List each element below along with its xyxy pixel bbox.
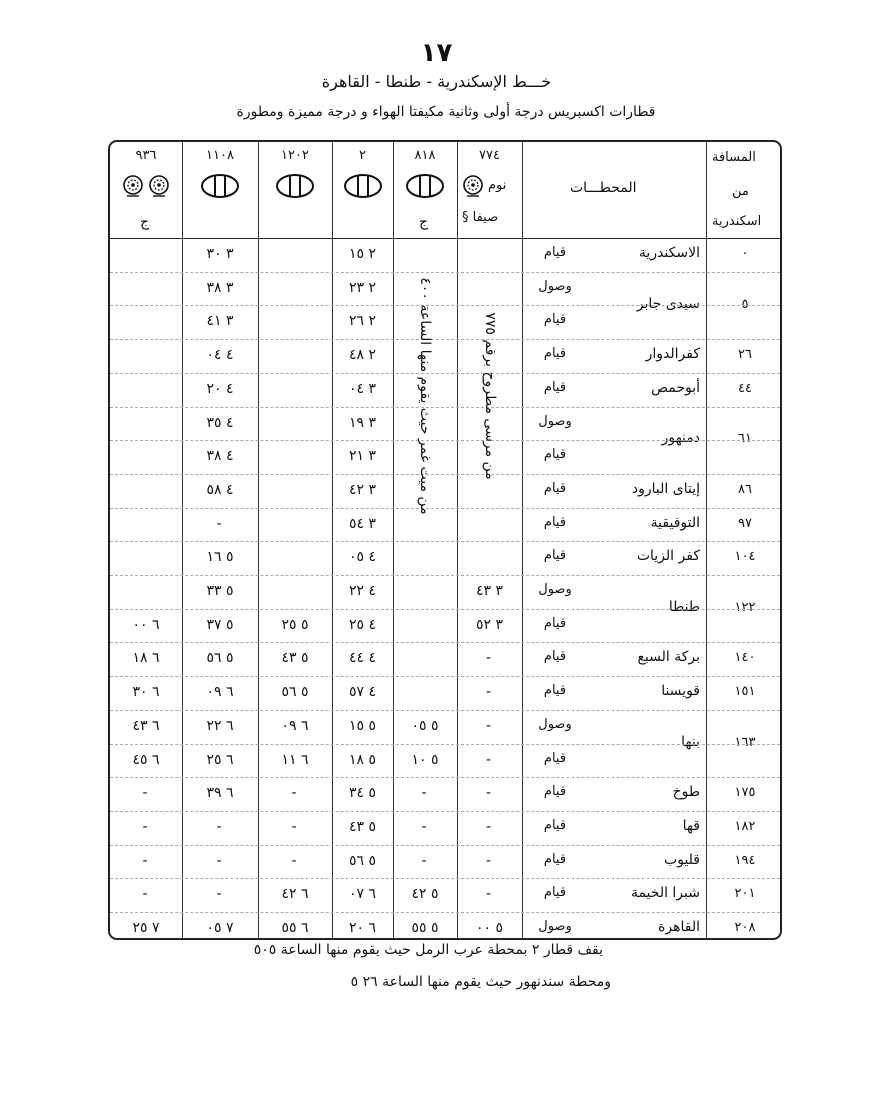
time-cell: - [291, 785, 299, 802]
row-divider [110, 811, 780, 812]
time-cell: ٥ ٣٧ [206, 616, 234, 633]
distance-cell: ١٦٣ [734, 734, 756, 750]
header-divider [110, 238, 780, 239]
time-cell: ٦ ٢٢ [206, 717, 234, 734]
row-divider [110, 407, 780, 408]
time-cell: ٣ ٤٣ [475, 583, 504, 599]
time-cell: ٦ ٠٠ [132, 616, 160, 633]
time-cell: - [421, 852, 429, 869]
row-divider [110, 912, 780, 913]
time-cell: ٦ ٤٣ [132, 717, 160, 734]
distance-cell: ٩٧ [738, 515, 752, 531]
row-divider [110, 541, 780, 542]
time-cell: ٦ ٣٠ [132, 684, 160, 701]
distance-header-origin: اسكندرية [712, 214, 762, 229]
time-cell: ٤ ٤٤ [348, 650, 377, 667]
train-number-774: ٧٧٤ [479, 148, 500, 163]
time-cell: ٦ ٤٥ [132, 751, 160, 768]
train-818-mark: ج [419, 214, 429, 230]
time-cell: ٥ ٥٦ [206, 650, 234, 667]
time-cell: - [291, 852, 299, 869]
page-title: خـــط الإسكندرية - طنطا - القاهرة [321, 72, 552, 91]
station-name: شبرا الخيمة [630, 885, 700, 902]
time-cell: ٤ ٢٢ [348, 583, 377, 599]
time-cell: - [485, 785, 494, 802]
row-divider [110, 474, 780, 475]
time-cell: ٦ ٠٩ [281, 717, 309, 734]
stop-type: قيام [543, 649, 567, 665]
time-cell: - [142, 852, 150, 869]
station-name: دمنهور [661, 430, 700, 447]
stop-type: وصول [538, 716, 572, 732]
distance-header-from: من [732, 184, 749, 199]
stop-type: قيام [543, 750, 567, 766]
train-774-origin-note: من مرسى مطروح برقم ٧٧٥ [481, 312, 498, 480]
time-cell: ٢ ١٥ [348, 246, 377, 262]
time-cell: ٤ ٥٧ [348, 684, 377, 701]
station-name: بركة السبع [637, 649, 700, 666]
time-cell: - [485, 852, 494, 869]
time-cell: ٢ ٢٣ [348, 279, 377, 296]
stop-type: وصول [538, 919, 572, 934]
stop-type: قيام [543, 885, 567, 901]
row-divider [110, 609, 780, 610]
time-cell: ٢ ٢٦ [348, 313, 377, 330]
train-number-1202: ١٢٠٢ [281, 148, 309, 163]
time-cell: ٥ ١٦ [206, 549, 234, 566]
first-class-icon [275, 172, 315, 200]
page-subtitle: قطارات اكسبريس درجة أولى وثانية مكيفتا الهواء و درجة مميزة ومطورة [236, 104, 656, 120]
distance-cell: ١٩٤ [734, 852, 756, 868]
second-class-icon [122, 174, 144, 198]
train-number-936: ٩٣٦ [135, 148, 157, 163]
time-cell: ٤ ٠٤ [206, 347, 234, 364]
stop-type: قيام [543, 346, 567, 362]
time-cell: ٣ ٠٤ [348, 380, 377, 397]
time-cell: ٣ ٣٨ [206, 279, 234, 296]
time-cell: - [485, 886, 494, 903]
station-name: قليوب [664, 851, 700, 868]
station-name: طنطا [668, 598, 700, 615]
time-cell: ٥ ٠٠ [475, 920, 504, 936]
column-divider [522, 142, 523, 938]
stop-type: قيام [543, 683, 567, 699]
time-cell: ٣ ٥٢ [475, 616, 504, 633]
distance-cell: ١٠٤ [734, 549, 756, 565]
station-name: كفر الزيات [636, 548, 700, 565]
distance-cell: ٢٠١ [734, 886, 756, 902]
distance-header: المسافة [712, 150, 756, 165]
station-name: الاسكندرية [638, 245, 700, 261]
stop-type: وصول [538, 413, 572, 429]
time-cell: ٤ ٣٥ [206, 414, 234, 431]
time-cell: ٥ ٥٦ [348, 852, 377, 869]
time-cell: ٦ ٢٠ [348, 920, 377, 936]
distance-cell: ٥ [741, 296, 749, 312]
row-divider [110, 339, 780, 340]
time-cell: ٤ ٥٨ [206, 481, 234, 498]
stop-type: قيام [543, 548, 567, 564]
distance-cell: ٦١ [738, 431, 752, 447]
distance-cell: ١٥١ [734, 684, 756, 700]
time-cell: - [216, 852, 224, 869]
summer-only-label: صيفا § [462, 210, 499, 225]
time-cell: ٥ ٣٤ [348, 785, 377, 802]
row-divider [110, 878, 780, 879]
distance-cell: ١٨٢ [734, 818, 756, 834]
time-cell: ٦ ٥٥ [281, 920, 309, 936]
time-cell: - [216, 515, 224, 532]
stop-type: قيام [543, 615, 567, 631]
time-cell: - [421, 785, 429, 802]
time-cell: ٥ ٠٥ [411, 717, 439, 734]
time-cell: ٦ ٠٩ [206, 684, 234, 701]
time-cell: - [291, 818, 299, 835]
stop-type: قيام [543, 514, 567, 530]
station-name: القاهرة [658, 919, 700, 935]
stop-type: قيام [543, 817, 567, 833]
stop-type: قيام [543, 784, 567, 800]
time-cell: - [142, 818, 150, 835]
time-cell: - [485, 684, 494, 701]
distance-cell: ٤٤ [738, 380, 752, 396]
station-name: كفرالدوار [645, 346, 700, 363]
row-divider [110, 676, 780, 677]
time-cell: - [485, 751, 494, 768]
train-818-origin-note: من ميت غمر حيث يقوم منها الساعة ٤٠٠ [417, 277, 433, 515]
train-number-2: ٢ [359, 148, 366, 163]
time-cell: ٥ ٤٣ [348, 818, 377, 835]
time-cell: ٦ ١١ [281, 751, 309, 768]
sleeper-icon [462, 174, 484, 198]
distance-cell: ٨٦ [738, 481, 752, 497]
time-cell: ٣ ٤٢ [348, 481, 377, 498]
time-cell: - [485, 717, 494, 734]
time-cell: ٦ ٣٩ [206, 785, 234, 802]
row-divider [110, 272, 780, 273]
row-divider [110, 508, 780, 509]
time-cell: ٤ ٠٥ [348, 549, 377, 566]
time-cell: - [485, 818, 494, 835]
station-name: طوخ [672, 784, 700, 801]
row-divider [110, 305, 780, 306]
row-divider [110, 440, 780, 441]
distance-cell: ٠ [741, 246, 749, 261]
time-cell: ٤ ٣٨ [206, 448, 234, 465]
time-cell: ٥ ٥٥ [411, 920, 439, 936]
distance-cell: ١٢٢ [734, 599, 756, 615]
train-number-818: ٨١٨ [414, 148, 436, 163]
distance-cell: ٢٠٨ [734, 920, 756, 935]
first-class-icon [200, 172, 240, 200]
time-cell: - [216, 818, 224, 835]
footnote-2: ومحطة سندنهور حيث يقوم منها الساعة ٢٦ ٥ [350, 974, 611, 990]
row-divider [110, 575, 780, 576]
time-cell: ٧ ٢٥ [132, 920, 160, 936]
stop-type: قيام [543, 312, 567, 328]
first-class-icon [405, 172, 445, 200]
time-cell: ٣ ٤١ [206, 313, 234, 330]
distance-cell: ١٤٠ [734, 650, 756, 666]
time-cell: - [421, 818, 429, 835]
time-cell: ٤ ٢٥ [348, 616, 377, 633]
time-cell: ٢ ٤٨ [348, 347, 377, 364]
timetable [108, 140, 782, 940]
second-class-icon [148, 174, 170, 198]
station-name: أبوحمص [651, 379, 700, 396]
distance-cell: ١٧٥ [734, 785, 756, 801]
time-cell: ٥ ٣٣ [206, 583, 234, 599]
station-name: قويسنا [661, 683, 700, 700]
time-cell: ٣ ٣٠ [206, 246, 234, 262]
time-cell: ٦ ٠٧ [348, 886, 377, 903]
time-cell: - [142, 886, 150, 903]
row-divider [110, 373, 780, 374]
row-divider [110, 642, 780, 643]
time-cell: ٥ ٤٣ [281, 650, 309, 667]
stop-type: قيام [543, 447, 567, 463]
time-cell: ٥ ١٨ [348, 751, 377, 768]
time-cell: ٦ ١٨ [132, 650, 160, 667]
stop-type: قيام [543, 851, 567, 867]
time-cell: ٣ ١٩ [348, 414, 377, 431]
page-number: ١٧ [420, 38, 453, 68]
distance-cell: ٢٦ [738, 347, 752, 363]
time-cell: ٤ ٢٠ [206, 380, 234, 397]
stations-header: المحطـــات [570, 180, 637, 196]
station-name: التوفيقية [650, 514, 700, 531]
time-cell: - [142, 785, 150, 802]
time-cell: ٥ ٥٦ [281, 684, 309, 701]
train-number-1108: ١١٠٨ [206, 148, 234, 163]
first-class-icon [343, 172, 383, 200]
row-divider [110, 710, 780, 711]
stop-type: قيام [543, 480, 567, 496]
stop-type: قيام [543, 379, 567, 395]
time-cell: - [216, 886, 224, 903]
row-divider [110, 777, 780, 778]
stop-type: وصول [538, 278, 572, 294]
time-cell: ٦ ٢٥ [206, 751, 234, 768]
station-name: قها [682, 817, 700, 834]
time-cell: ٥ ٤٢ [411, 886, 439, 903]
row-divider [110, 845, 780, 846]
time-cell: ٣ ٢١ [348, 448, 377, 465]
row-divider [110, 744, 780, 745]
stop-type: وصول [538, 582, 572, 597]
footnote-1: يقف قطار ٢ بمحطة عرب الرمل حيث يقوم منها الساعة ٥٠٥ [253, 942, 603, 958]
time-cell: - [485, 650, 494, 667]
time-cell: ٦ ٤٢ [281, 886, 309, 903]
stop-type: قيام [543, 245, 567, 260]
time-cell: ٧ ٠٥ [206, 920, 234, 936]
time-cell: ٣ ٥٤ [348, 515, 377, 532]
train-936-mark: ج [140, 214, 150, 230]
time-cell: ٥ ١٥ [348, 717, 377, 734]
station-name: إيتاى البارود [631, 480, 700, 497]
station-name: سيدى جابر [636, 295, 700, 312]
time-cell: ٥ ١٠ [411, 751, 439, 768]
time-cell: ٥ ٢٥ [281, 616, 309, 633]
sleeper-label: نوم [488, 178, 507, 193]
station-name: بنها [681, 733, 700, 750]
